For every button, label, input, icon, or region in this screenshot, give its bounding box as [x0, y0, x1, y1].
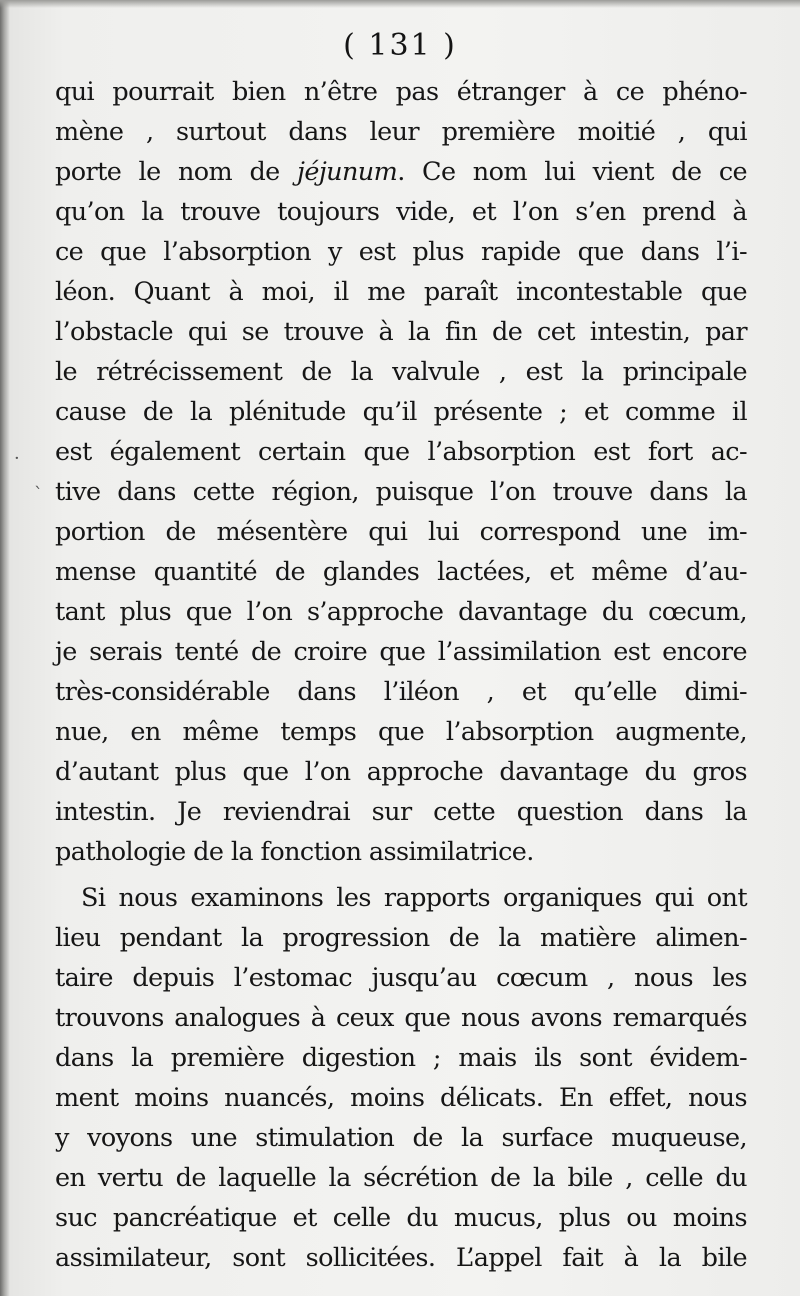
page-number: ( 131 )	[343, 28, 457, 63]
text-line: qu’on la trouve toujours vide, et l’on s’en prend à	[55, 197, 747, 227]
text-line: je serais tenté de croire que l’assimilation est encore	[55, 637, 747, 667]
text-line: léon. Quant à moi, il me paraît incontestable que	[55, 277, 747, 307]
text-line: trouvons analogues à ceux que nous avons remarqués	[55, 1003, 747, 1033]
text-line: dans la première digestion ; mais ils sont évidem-	[55, 1043, 747, 1073]
text-line	[55, 152, 747, 192]
page-shadow-left	[0, 0, 10, 1296]
margin-mark: `	[34, 484, 43, 505]
text-line: très-considérable dans l’iléon , et qu’elle dimi-	[55, 677, 747, 707]
text-run: porte le nom de	[55, 157, 298, 187]
text-line: taire depuis l’estomac jusqu’au cœcum , nous les	[55, 963, 747, 993]
text-line: cause de la plénitude qu’il présente ; et comme il	[55, 397, 747, 427]
text-line: pathologie de la fonction assimilatrice.	[55, 837, 534, 867]
page-shadow-top	[0, 0, 800, 8]
text-line: tive dans cette région, puisque l’on trouve dans la	[55, 477, 747, 507]
text-line: portion de mésentère qui lui correspond une im-	[55, 517, 747, 547]
text-line: mense quantité de glandes lactées, et même d’au-	[55, 557, 747, 587]
italic-term: jéjunum	[297, 157, 398, 187]
text-line: suc pancréatique et celle du mucus, plus ou moins	[55, 1203, 747, 1233]
text-line: intestin. Je reviendrai sur cette question dans la	[55, 797, 747, 827]
text-line: est également certain que l’absorption est fort ac-	[55, 437, 747, 467]
text-line: le rétrécissement de la valvule , est la principale	[55, 357, 747, 387]
text-line: qui pourrait bien n’être pas étranger à ce phéno-	[55, 77, 747, 107]
text-run: . Ce nom lui vient de ce	[397, 157, 747, 187]
text-line: l’obstacle qui se trouve à la fin de cet intestin, par	[55, 317, 747, 347]
margin-mark: ·	[14, 448, 20, 469]
text-line: lieu pendant la progression de la matière alimen-	[55, 923, 747, 953]
text-line: ce que l’absorption y est plus rapide que dans l’i-	[55, 237, 747, 267]
body-text	[55, 72, 747, 1278]
text-line: y voyons une stimulation de la surface muqueuse,	[55, 1123, 747, 1153]
text-line: d’autant plus que l’on approche davantage du gros	[55, 757, 747, 787]
text-line: en vertu de laquelle la sécrétion de la bile , celle du	[55, 1163, 747, 1193]
text-line: Si nous examinons les rapports organiques qui ont	[81, 883, 747, 913]
text-line: ment moins nuancés, moins délicats. En effet, nous	[55, 1083, 747, 1113]
text-line: mène , surtout dans leur première moitié , qui	[55, 117, 747, 147]
text-line: tant plus que l’on s’approche davantage du cœcum,	[55, 597, 747, 627]
text-line: assimilateur, sont sollicitées. L’appel fait à la bile	[55, 1243, 747, 1273]
text-line: nue, en même temps que l’absorption augmente,	[55, 717, 747, 747]
